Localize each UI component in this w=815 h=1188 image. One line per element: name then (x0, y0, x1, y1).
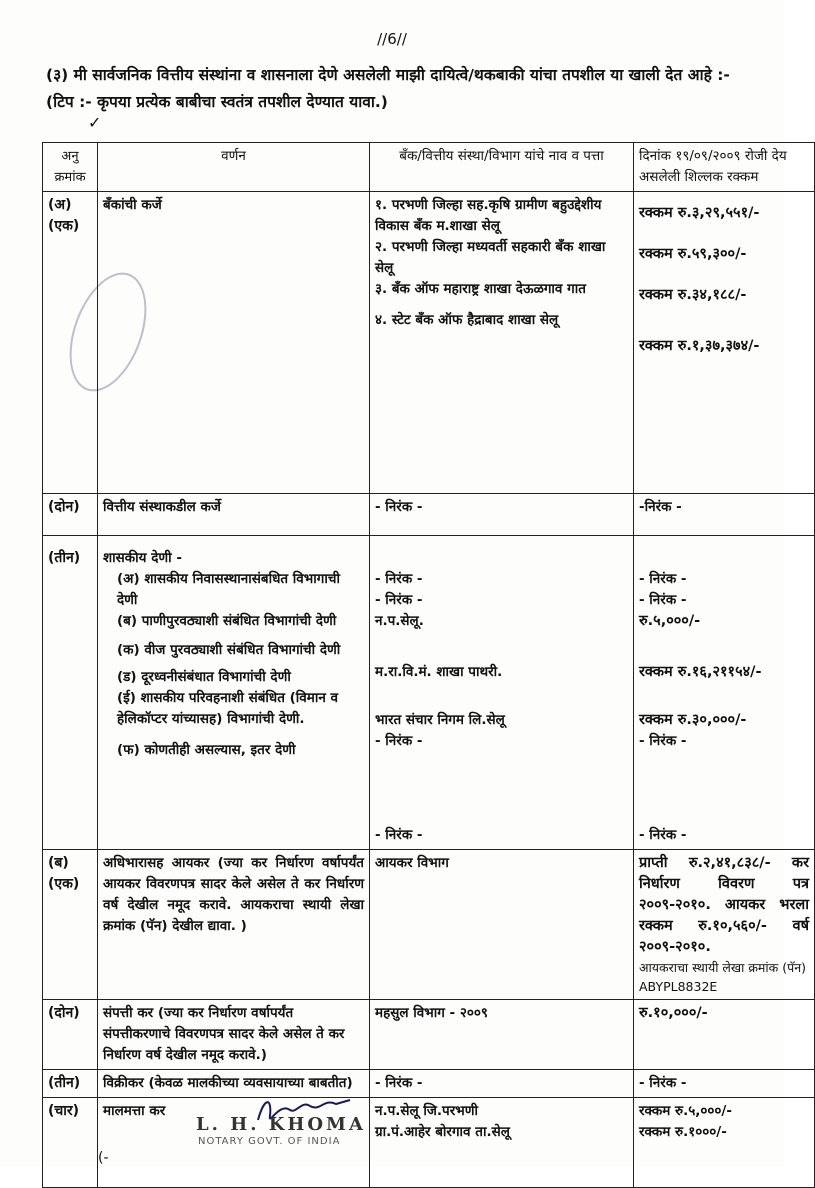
bank-entry: - निरंक - (375, 827, 423, 843)
sub-title: शासकीय देणी - (103, 550, 182, 566)
header-sr: अनु क्रमांक (43, 143, 98, 192)
table-row (43, 1070, 815, 1098)
amount-entry: रक्कम रु.१६,२११५४/- (639, 664, 762, 680)
bank-entry: - निरंक - (375, 733, 423, 749)
amount-entry: रक्कम रु.१०००/- (639, 1124, 727, 1140)
row-bank: - निरंक - (370, 494, 634, 536)
amount-entry: - निरंक - (639, 592, 687, 608)
sub-item-a: (अ) शासकीय निवासस्थानासंबधित विभागाची देणी (117, 571, 340, 608)
row-sr: (चार) (43, 1098, 98, 1188)
section-heading (46, 62, 776, 116)
sub-item-f: (फ) कोणतीही असल्यास, इतर देणी (117, 742, 296, 758)
table-row (43, 1098, 815, 1188)
heading-line-1: (३) मी सार्वजनिक वित्तीय संस्थांना व शासनाला देणे असलेली माझी दायित्वे/थकबाकी यांचा तपशील या खाली देत आहे :- (46, 66, 730, 84)
amount-entry: रक्कम रु.५,०००/- (639, 1103, 732, 1119)
table-row (43, 536, 815, 850)
row-description: संपत्ती कर (ज्या कर निर्धारण वर्षापर्यंत संपत्तीकरणाचे विवरणपत्र सादर केले असेल ते कर निर्धारण वर्ष देखील नमूद करावे.) (98, 1000, 370, 1070)
row-bank-list (370, 536, 634, 850)
table-row (43, 1000, 815, 1070)
row-description: बँकांची कर्जे (98, 192, 370, 494)
row-bank: आयकर विभाग (370, 850, 634, 1000)
amount-entry: - निरंक - (639, 733, 687, 749)
bank-entry: ग्रा.पं.आहेर बोरगाव ता.सेलू (375, 1124, 510, 1140)
sub-item-b: (ब) पाणीपुरवठ्याशी संबंधित विभागांची देणी (117, 613, 337, 629)
notary-sub-stamp: NOTARY GOVT. OF INDIA (198, 1136, 341, 1147)
row-bank: - निरंक - (370, 1070, 634, 1098)
bank-entry: ४. स्टेट बँक ऑफ हैद्राबाद शाखा सेलू (375, 312, 559, 328)
row-sr: (ब) (एक) (43, 850, 98, 1000)
header-amount: दिनांक १९/०९/२००९ रोजी देय असलेली शिल्लक रक्कम (634, 143, 815, 192)
sub-item-k: (क) वीज पुरवठ्याशी संबंधित विभागांची देणी (117, 642, 341, 658)
row-amount-list (634, 1098, 815, 1188)
bank-entry: २. परभणी जिल्हा मध्यवर्ती सहकारी बँक शाखा सेलू (375, 239, 606, 276)
tick-mark: ✓ (88, 113, 102, 132)
row-sr: (अ) (एक) (43, 192, 98, 494)
row-sr: (दोन) (43, 1000, 98, 1070)
table-header-row (43, 143, 815, 192)
page-number: //6// (377, 30, 407, 48)
table-row (43, 850, 815, 1000)
bank-entry: - निरंक - (375, 571, 423, 587)
amount-entry: रु.५,०००/- (639, 613, 701, 629)
header-bank: बँक/वित्तीय संस्था/विभाग यांचे नाव व पत्ता (370, 143, 634, 192)
bank-entry: न.प.सेलू जि.परभणी (375, 1103, 478, 1119)
row-description: मालमत्ता कर (98, 1098, 370, 1188)
income-tax-details: प्राप्ती रु.२,४१,८३८/- कर निर्धारण विवरण पत्र २००९-२०१०. आयकर भरला रक्कम रु.१०,५६०/- वर्ष २००९-२०१०. (639, 855, 809, 955)
notary-name-stamp: L. H. KHOMA (196, 1114, 366, 1135)
amount-entry: रक्कम रु.३४,१८८/- (639, 287, 747, 303)
row-sr: (तीन) (43, 536, 98, 850)
table-row (43, 192, 815, 494)
pan-number: आयकराचा स्थायी लेखा क्रमांक (पॅन) ABYPL8832E (639, 960, 807, 994)
amount-entry: रक्कम रु.१,३७,३७४/- (639, 338, 760, 354)
bank-entry: न.प.सेलू. (375, 613, 424, 629)
row-description: अधिभारासह आयकर (ज्या कर निर्धारण वर्षापर्यंत आयकर विवरणपत्र सादर केले असेल ते कर निर्धारण वर्ष देखील नमूद करावे. आयकराचा स्थायी लेखा क्रमांक (पॅन) देखील द्यावा. ) (98, 850, 370, 1000)
bank-entry: म.रा.वि.मं. शाखा पाथरी. (375, 664, 503, 680)
row-description: विक्रीकर (केवळ मालकीच्या व्यवसायाच्या बाबतीत) (98, 1070, 370, 1098)
bank-entry: ३. बँक ऑफ महाराष्ट्र शाखा देऊळगाव गात (375, 281, 586, 297)
bank-entry: १. परभणी जिल्हा सह.कृषि ग्रामीण बहुउद्देशीय विकास बँक म.शाखा सेलू (375, 197, 602, 234)
amount-entry: रक्कम रु.३०,०००/- (639, 712, 747, 728)
header-description: वर्णन (98, 143, 370, 192)
row-description (98, 536, 370, 850)
row-amount: - निरंक - (634, 1070, 815, 1098)
corner-mark: (- (98, 1150, 109, 1166)
row-bank-list (370, 1098, 634, 1188)
row-amount (634, 850, 815, 1000)
bank-entry: - निरंक - (375, 592, 423, 608)
amount-entry: रक्कम रु.५९,३००/- (639, 246, 747, 262)
amount-entry: रक्कम रु.३,२९,५५१/- (639, 205, 760, 221)
row-sr: (दोन) (43, 494, 98, 536)
sub-item-d: (ड) दूरध्वनीसंबंधात विभागांची देणी (117, 669, 291, 685)
row-sr: (तीन) (43, 1070, 98, 1098)
heading-line-2: (टिप :- कृपया प्रत्येक बाबीचा स्वतंत्र तपशील देण्यात यावा.) (46, 93, 388, 111)
row-amount-list (634, 192, 815, 494)
table-row (43, 494, 815, 536)
row-amount: -निरंक - (634, 494, 815, 536)
row-amount: रु.१०,०००/- (634, 1000, 815, 1070)
row-bank-list (370, 192, 634, 494)
row-description: वित्तीय संस्थाकडील कर्जे (98, 494, 370, 536)
amount-entry: - निरंक - (639, 571, 687, 587)
row-amount-list (634, 536, 815, 850)
amount-entry: - निरंक - (639, 827, 687, 843)
sub-item-e: (ई) शासकीय परिवहनाशी संबंधित (विमान व हेलिकॉप्टर यांच्यासह) विभागांची देणी. (117, 690, 339, 727)
bank-entry: भारत संचार निगम लि.सेलू (375, 712, 505, 728)
row-bank: महसुल विभाग - २००९ (370, 1000, 634, 1070)
liabilities-table (42, 142, 815, 1188)
